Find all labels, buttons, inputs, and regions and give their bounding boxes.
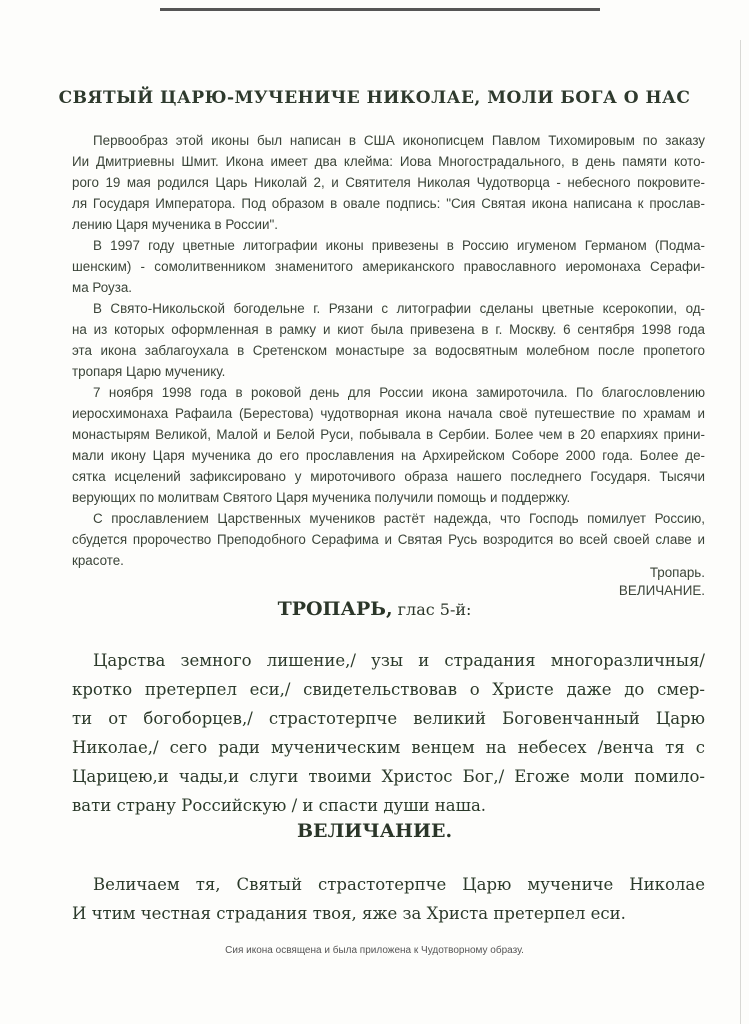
contents-troparion: Тропарь. — [649, 565, 705, 580]
troparion-line: Царицею,и чады,и слуги твоими Христос Бог,/ Егоже моли помило- — [72, 767, 705, 786]
troparion-line: Николае,/ сего ради мученическим венцем на небесех /венча тя с — [72, 738, 705, 757]
paragraph-line: С прославлением Царственных мучеников растёт надежда, что Господь помилует Россию, — [93, 511, 705, 526]
page-edge — [740, 40, 741, 1024]
troparion-line: вати страну Российскую / и спасти души наша. — [72, 796, 487, 815]
paragraph-line: мали икону Царя мученика до его прославления на Архирейском Соборе 2000 года. Более де- — [72, 448, 705, 463]
paragraph-line: монастырям Великой, Малой и Белой Руси, побывала в Сербии. Более чем в 20 епархиях прини- — [72, 427, 705, 442]
troparion-heading — [0, 598, 749, 620]
paragraph-line: ля Государя Императора. Под образом в овале подпись: "Сия Святая икона написана к прослав- — [72, 196, 705, 211]
page-title: СВЯТЫЙ ЦАРЮ-МУЧЕНИЧЕ НИКОЛАЕ, МОЛИ БОГА О НАС — [58, 88, 691, 108]
paragraph-line: Ии Дмитриевны Шмит. Икона имеет два клейма: Иова Многострадального, в день памяти кото- — [72, 154, 705, 169]
scan-edge-line — [160, 8, 600, 11]
contents-velichanie: ВЕЛИЧАНИЕ. — [618, 583, 705, 598]
paragraph-line: красоте. — [72, 553, 124, 568]
paragraph-line: иеросхимонаха Рафаила (Берестова) чудотворная икона начала своё путешествие по храмам и — [72, 406, 705, 421]
paragraph-line: лению Царя мученика в России". — [72, 217, 278, 232]
velichanie-line: И чтим честная страдания твоя, яже за Христа претерпел еси. — [72, 904, 626, 923]
footer-note: Сия икона освящена и была приложена к Чудотворному образу. — [225, 945, 524, 956]
troparion-line: Царства земного лишение,/ узы и страдания многоразличныя/ — [93, 651, 705, 670]
velichanie-text — [72, 870, 705, 928]
troparion-tone: глас 5-й: — [392, 600, 472, 619]
paragraph-line: ма Роуза. — [72, 280, 133, 295]
velichanie-heading — [0, 820, 749, 842]
paragraph-line: 7 ноября 1998 года в роковой день для России икона замироточила. По благословлению — [93, 385, 705, 400]
paragraph-line: тропаря Царю мученику. — [72, 364, 226, 379]
paragraph-line: рого 19 мая родился Царь Николай 2, и Святителя Николая Чудотворца - небесного покровите- — [72, 175, 705, 190]
troparion-line: кротко претерпел еси,/ свидетельствовав о Христе даже до смер- — [72, 680, 705, 699]
paragraph-line: В 1997 году цветные литографии иконы привезены в Россию игуменом Германом (Подма- — [93, 238, 705, 253]
velichanie-line: Величаем тя, Святый страстотерпче Царю мучениче Николае — [93, 875, 705, 894]
velichanie-title: ВЕЛИЧАНИЕ. — [296, 820, 453, 842]
body-text — [72, 130, 705, 571]
paragraph-line: верующих по молитвам Святого Царя мученика получили помощь и поддержку. — [72, 490, 571, 505]
troparion-text — [72, 646, 705, 820]
paragraph-line: на из которых оформленная в рамку и киот была привезена в г. Москву. 6 сентября 1998 года — [72, 322, 705, 337]
troparion-title: ТРОПАРЬ, — [277, 598, 393, 620]
troparion-line: ти от богоборцев,/ страстотерпче великий Боговенчанный Царю — [72, 709, 705, 728]
paragraph-line: сятка исцелений зафиксировано у мироточивого образа нашего последнего Государя. Тысячи — [72, 469, 705, 484]
paragraph-line: сбудется пророчество Преподобного Серафима и Святая Русь возродится во всей своей славе и — [72, 532, 705, 547]
paragraph-line: эта икона заблагоухала в Сретенском монастыре за водосвятным молебном после пропетого — [72, 343, 705, 358]
paragraph-line: В Свято-Никольской богодельне г. Рязани с литографии сделаны цветные ксерокопии, од- — [93, 301, 705, 316]
paragraph-line: Первообраз этой иконы был написан в США иконописцем Павлом Тихомировым по заказу — [93, 133, 705, 148]
paragraph-line: шенским) - сомолитвенником знаменитого американского православного иеромонаха Серафи- — [72, 259, 705, 274]
